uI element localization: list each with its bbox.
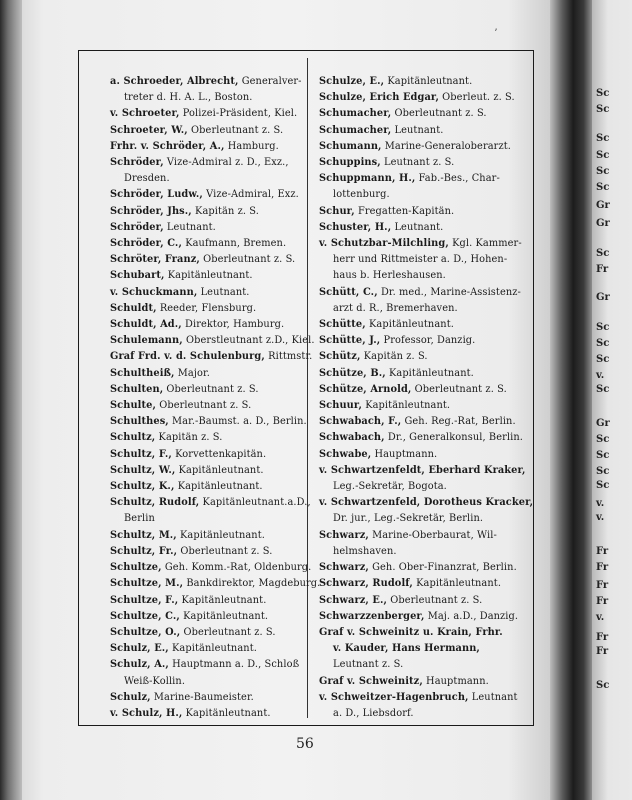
directory-entry: [110, 463, 300, 479]
directory-entry: [319, 706, 521, 722]
next-page-fragment: Sc: [596, 322, 610, 333]
next-page-fragment: Fr: [596, 632, 609, 643]
entry-details: Korvettenkapitän.: [175, 448, 267, 460]
entry-name: Schütz,: [319, 351, 361, 363]
entry-name: Schwarz,: [319, 562, 369, 574]
directory-entry: [319, 236, 521, 252]
entry-details: Leutnant.: [200, 286, 250, 298]
entry-name: Schultz, M.,: [110, 529, 177, 541]
directory-entry: [110, 593, 300, 609]
directory-entry: [319, 479, 521, 495]
directory-entry: [110, 171, 300, 187]
entry-details: Kapitänleutnant.: [181, 594, 267, 606]
directory-entry: [319, 528, 521, 544]
next-page-fragment: Fr: [596, 546, 609, 557]
directory-entry: [319, 398, 521, 414]
entry-details: Hauptmann a. D., Schloß: [172, 659, 300, 671]
entry-details: Kapitänleutnant.: [365, 400, 451, 412]
entry-details: Kapitänleutnant.: [172, 643, 257, 655]
entry-details: lottenburg.: [333, 189, 390, 201]
entry-name: Schuur,: [319, 400, 362, 412]
entry-details: arzt d. R., Bremerhaven.: [333, 302, 458, 314]
next-page-fragment: Sc: [596, 466, 610, 477]
entry-name: Schulze, E.,: [319, 76, 385, 87]
next-page-fragment: Sc: [596, 182, 610, 193]
entry-details: Oberleut. z. S.: [442, 92, 515, 104]
entry-details: Oberleutnant z. S.: [203, 254, 296, 266]
entry-details: Professor, Danzig.: [383, 335, 476, 347]
directory-entry: [319, 463, 526, 479]
entry-name: Schwarz, E.,: [319, 594, 387, 606]
directory-entry: [319, 317, 521, 333]
entry-details: haus b. Herleshausen.: [333, 270, 446, 282]
directory-entry: [319, 301, 521, 317]
entry-details: Marine-Baumeister.: [153, 691, 254, 703]
directory-entry: [110, 236, 300, 252]
next-page-fragment: Fr: [596, 646, 609, 657]
book-edge-left: [0, 0, 22, 800]
directory-entry: [110, 220, 300, 236]
directory-entry: [319, 576, 521, 592]
directory-entry: [319, 511, 521, 527]
entry-name: Schröder, Ludw.,: [110, 189, 203, 201]
directory-entry: [110, 382, 300, 398]
directory-entry: [319, 252, 521, 268]
directory-entry: [110, 285, 300, 301]
directory-entry: [319, 414, 521, 430]
entry-name: Schulten,: [110, 383, 164, 395]
entry-details: Leutnant.: [394, 221, 444, 233]
entry-details: Weiß-Kollin.: [124, 675, 186, 687]
directory-entry: [319, 625, 521, 641]
entry-name: Schultz, K.,: [110, 481, 175, 493]
entry-name: Schuldt,: [110, 302, 157, 314]
entry-details: Leutnant: [471, 691, 518, 703]
entry-name: Graf Frd. v. d. Schulenburg,: [110, 351, 265, 363]
directory-entry: [110, 317, 300, 333]
entry-name: Schultze, O.,: [110, 626, 181, 638]
entry-details: Marine-Generaloberarzt.: [384, 140, 511, 152]
directory-entry: [110, 495, 311, 511]
entry-details: Dr., Generalkonsul, Berlin.: [387, 432, 523, 444]
entry-name: Schwabach,: [319, 432, 385, 444]
entry-details: Oberleutnant z. S.: [180, 545, 273, 557]
next-page-fragment: v.: [596, 370, 605, 381]
entry-name: Schumacher,: [319, 124, 392, 136]
directory-entry: [319, 366, 521, 382]
entry-name: v. Schwartzenfeld, Dorotheus Kracker,: [319, 497, 534, 509]
directory-entry: [110, 511, 300, 527]
directory-entry: [319, 333, 521, 349]
directory-entry: [110, 349, 313, 365]
directory-entry: [110, 657, 300, 673]
entry-details: Kapitänleutnant.: [416, 578, 502, 590]
entry-name: Graf v. Schweinitz u. Krain, Frhr.: [319, 626, 503, 638]
directory-entry: [110, 544, 300, 560]
entry-name: Schultz, W.,: [110, 464, 176, 476]
directory-entry: [110, 674, 300, 690]
entry-details: Hauptmann.: [374, 448, 438, 460]
next-page-fragment: Sc: [596, 434, 610, 445]
entry-details: Polizei-Präsident, Kiel.: [182, 108, 298, 120]
entry-name: Schütze, B.,: [319, 367, 386, 379]
entry-name: Schröder,: [110, 221, 164, 233]
directory-entry: [110, 187, 300, 203]
next-page-fragment: Sc: [596, 338, 610, 349]
entry-details: Direktor, Hamburg.: [185, 319, 285, 331]
directory-entry: [319, 220, 521, 236]
entry-details: Berlin: [124, 513, 155, 525]
entry-details: Kapitänleutnant.: [183, 610, 269, 622]
directory-entry: [110, 139, 300, 155]
directory-entry: [110, 690, 300, 706]
entry-name: v. Kauder, Hans Hermann,: [333, 643, 480, 655]
next-page-fragment: Sc: [596, 384, 610, 395]
entry-name: Schwabach, F.,: [319, 416, 402, 428]
entry-name: Schultze, M.,: [110, 578, 184, 590]
entry-name: Schultheiß,: [110, 367, 175, 379]
entry-details: Kapitänleutnant.a.D.,: [202, 497, 311, 509]
entry-details: Hamburg.: [227, 140, 279, 152]
next-page-fragment: Sc: [596, 104, 610, 115]
entry-details: Geh. Reg.-Rat, Berlin.: [404, 416, 516, 428]
directory-entry: [110, 74, 300, 90]
entry-details: Leutnant.: [166, 221, 216, 233]
entry-details: Kapitänleutnant.: [387, 76, 473, 87]
entry-name: v. Schutzbar-Milchling,: [319, 238, 449, 250]
next-page-edge: [592, 0, 632, 800]
directory-entry: [110, 447, 300, 463]
entry-name: Schwabe,: [319, 448, 372, 460]
entry-details: Kapitänleutnant.: [185, 707, 271, 719]
column-divider: [307, 58, 308, 718]
entry-name: Schultz, Rudolf,: [110, 497, 200, 509]
entry-name: v. Schulz, H.,: [110, 707, 183, 719]
entry-name: Schultze,: [110, 562, 162, 574]
directory-entry: [319, 593, 521, 609]
entry-details: Kapitän z. S.: [158, 432, 223, 444]
entry-name: Schubart,: [110, 270, 165, 282]
entry-details: Fab.-Bes., Char-: [418, 173, 500, 185]
entry-details: Oberleutnant z. S.: [191, 124, 284, 136]
directory-entry: [319, 382, 521, 398]
next-page-fragment: v.: [596, 512, 605, 523]
next-page-fragment: Fr: [596, 596, 609, 607]
entry-name: Schumann,: [319, 140, 382, 152]
directory-entry: [110, 398, 300, 414]
entry-details: Bankdirektor, Magdeburg.: [186, 578, 321, 590]
directory-entry: [319, 349, 521, 365]
entry-details: Dr. jur., Leg.-Sekretär, Berlin.: [333, 513, 484, 525]
directory-entry: [319, 657, 521, 673]
entry-name: Schulz,: [110, 691, 151, 703]
entry-details: Oberleutnant z. S.: [414, 383, 507, 395]
directory-entry: [110, 414, 307, 430]
entry-details: Leg.-Sekretär, Bogota.: [333, 481, 447, 493]
entry-details: Vize-Admiral, Exz.: [206, 189, 299, 201]
entry-name: Schuppmann, H.,: [319, 173, 416, 185]
entry-name: v. Schweitzer-Hagenbruch,: [319, 691, 469, 703]
directory-entry: [110, 90, 300, 106]
entry-name: Schulz, E.,: [110, 643, 169, 655]
entry-details: Oberleutnant z. S.: [390, 594, 483, 606]
entry-details: Rittmstr.: [268, 351, 313, 363]
directory-entry: [319, 155, 521, 171]
entry-details: Generalver-: [241, 76, 302, 87]
next-page-fragment: Sc: [596, 150, 610, 161]
next-page-fragment: Fr: [596, 580, 609, 591]
entry-details: Leutnant.: [394, 124, 444, 136]
next-page-fragment: Gr: [596, 418, 610, 429]
next-page-fragment: v.: [596, 498, 605, 509]
next-page-fragment: Sc: [596, 354, 610, 365]
entry-details: Dresden.: [124, 173, 170, 185]
entry-details: Kapitän z. S.: [363, 351, 428, 363]
entry-name: Schulz, A.,: [110, 659, 169, 671]
directory-entry: [319, 495, 534, 511]
entry-details: Reeder, Flensburg.: [159, 302, 257, 314]
entry-details: Fregatten-Kapitän.: [357, 205, 455, 217]
left-column: [110, 74, 321, 722]
entry-name: Schulte,: [110, 400, 156, 412]
directory-entry: [319, 74, 521, 90]
next-page-fragment: Fr: [596, 264, 609, 275]
next-page-fragment: Sc: [596, 680, 610, 691]
entry-name: Schuldt, Ad.,: [110, 319, 182, 331]
directory-entry: [319, 560, 521, 576]
entry-details: Geh. Komm.-Rat, Oldenburg.: [164, 562, 312, 574]
directory-entry: [110, 609, 300, 625]
directory-entry: [319, 641, 521, 657]
entry-details: herr und Rittmeister a. D., Hohen-: [333, 254, 508, 266]
entry-details: Kapitänleutnant.: [177, 481, 263, 493]
directory-entry: [319, 447, 521, 463]
entry-details: Hauptmann.: [426, 675, 489, 687]
entry-details: Leutnant z. S.: [383, 157, 455, 169]
entry-details: Vize-Admiral z. D., Exz.,: [166, 157, 289, 169]
directory-entry: [110, 366, 300, 382]
entry-name: Schroeter, W.,: [110, 124, 188, 136]
entry-name: v. Schuckmann,: [110, 286, 198, 298]
entry-name: Schultze, C.,: [110, 610, 180, 622]
entry-details: Geh. Ober-Finanzrat, Berlin.: [372, 562, 517, 574]
directory-entry: [110, 641, 300, 657]
entry-name: Schulthes,: [110, 416, 169, 428]
entry-name: Schuster, H.,: [319, 221, 392, 233]
entry-name: Schröder,: [110, 157, 164, 169]
directory-entry: [319, 609, 521, 625]
entry-name: Schröder, Jhs.,: [110, 205, 192, 217]
entry-details: Kgl. Kammer-: [452, 238, 522, 250]
entry-details: Oberleutnant z. S.: [166, 383, 259, 395]
directory-entry: [110, 625, 300, 641]
entry-name: Schuppins,: [319, 157, 381, 169]
entry-details: Oberleutnant z. S.: [394, 108, 487, 120]
entry-name: Schulemann,: [110, 335, 183, 347]
entry-name: Schütt, C.,: [319, 286, 378, 298]
entry-name: Schütte,: [319, 319, 366, 331]
page-number: 56: [296, 736, 314, 752]
entry-details: Major.: [177, 367, 210, 379]
directory-entry: [319, 430, 521, 446]
entry-name: Schwarz,: [319, 529, 369, 541]
entry-name: v. Schwartzenfeldt, Eberhard Kraker,: [319, 464, 526, 476]
next-page-fragment: Gr: [596, 218, 610, 229]
right-column: [319, 74, 534, 722]
entry-name: Schultze, F.,: [110, 594, 179, 606]
entry-name: Schur,: [319, 205, 355, 217]
directory-entry: [110, 252, 300, 268]
directory-entry: [319, 187, 521, 203]
directory-entry: [110, 576, 321, 592]
entry-details: helmshaven.: [333, 545, 397, 557]
directory-entry: [319, 690, 521, 706]
entry-name: a. Schroeder, Albrecht,: [110, 76, 239, 87]
entry-name: Schulze, Erich Edgar,: [319, 92, 439, 104]
entry-name: Schwarz, Rudolf,: [319, 578, 413, 590]
next-page-fragment: Sc: [596, 248, 610, 259]
directory-entry: [110, 155, 300, 171]
directory-entry: [110, 301, 300, 317]
next-page-fragment: Gr: [596, 200, 610, 211]
entry-details: Kapitänleutnant.: [180, 529, 265, 541]
directory-entry: [110, 479, 300, 495]
directory-entry: [319, 268, 521, 284]
entry-name: Schumacher,: [319, 108, 392, 120]
entry-details: Oberleutnant z. S.: [159, 400, 252, 412]
directory-entry: [319, 204, 521, 220]
entry-details: treter d. H. A. L., Boston.: [124, 92, 253, 104]
directory-entry: [319, 106, 521, 122]
entry-name: Schultz, Fr.,: [110, 545, 178, 557]
entry-details: Maj. a.D., Danzig.: [427, 610, 519, 622]
directory-entry: [319, 285, 521, 301]
directory-entry: [319, 123, 521, 139]
entry-name: Schultz, F.,: [110, 448, 172, 460]
entry-details: Mar.-Baumst. a. D., Berlin.: [172, 416, 307, 428]
directory-entry: [319, 171, 521, 187]
entry-name: Graf v. Schweinitz,: [319, 675, 423, 687]
directory-entry: [110, 528, 300, 544]
directory-entry: [110, 706, 300, 722]
entry-details: Kapitänleutnant.: [178, 464, 264, 476]
entry-name: Schütze, Arnold,: [319, 383, 412, 395]
entry-details: Kapitänleutnant.: [369, 319, 454, 331]
directory-entry: [110, 106, 300, 122]
entry-name: Frhr. v. Schröder, A.,: [110, 140, 225, 152]
entry-details: Oberstleutnant z.D., Kiel.: [185, 335, 315, 347]
book-gutter: [550, 0, 592, 800]
entry-name: Schröder, C.,: [110, 238, 182, 250]
entry-name: Schröter, Franz,: [110, 254, 200, 266]
directory-entry: [110, 333, 315, 349]
entry-name: Schwarzzenberger,: [319, 610, 425, 622]
next-page-fragment: Sc: [596, 450, 610, 461]
next-page-fragment: Fr: [596, 562, 609, 573]
entry-name: Schütte, J.,: [319, 335, 381, 347]
entry-details: Marine-Oberbaurat, Wil-: [372, 529, 497, 541]
next-page-fragment: v.: [596, 612, 605, 623]
next-page-fragment: Sc: [596, 480, 610, 491]
page-mark: ʼ: [494, 28, 498, 39]
directory-entry: [110, 560, 312, 576]
entry-details: a. D., Liebsdorf.: [333, 707, 414, 719]
directory-entry: [110, 268, 300, 284]
directory-entry: [319, 674, 521, 690]
directory-entry: [110, 204, 300, 220]
entry-details: Kapitänleutnant.: [167, 270, 253, 282]
entry-details: Kapitän z. S.: [195, 205, 259, 217]
next-page-fragment: Sc: [596, 88, 610, 99]
next-page-fragment: Sc: [596, 133, 610, 144]
entry-name: v. Schroeter,: [110, 108, 180, 120]
entry-name: Schultz,: [110, 432, 156, 444]
entry-details: Dr. med., Marine-Assistenz-: [380, 286, 521, 298]
entry-details: Oberleutnant z. S.: [183, 626, 276, 638]
next-page-fragment: Sc: [596, 166, 610, 177]
entry-details: Kaufmann, Bremen.: [185, 238, 287, 250]
directory-entry: [110, 430, 300, 446]
entry-details: Kapitänleutnant.: [388, 367, 474, 379]
directory-entry: [319, 139, 521, 155]
directory-entry: [110, 123, 300, 139]
directory-entry: [319, 90, 521, 106]
directory-entry: [319, 544, 521, 560]
next-page-fragment: Gr: [596, 292, 610, 303]
entry-details: Leutnant z. S.: [333, 659, 404, 671]
